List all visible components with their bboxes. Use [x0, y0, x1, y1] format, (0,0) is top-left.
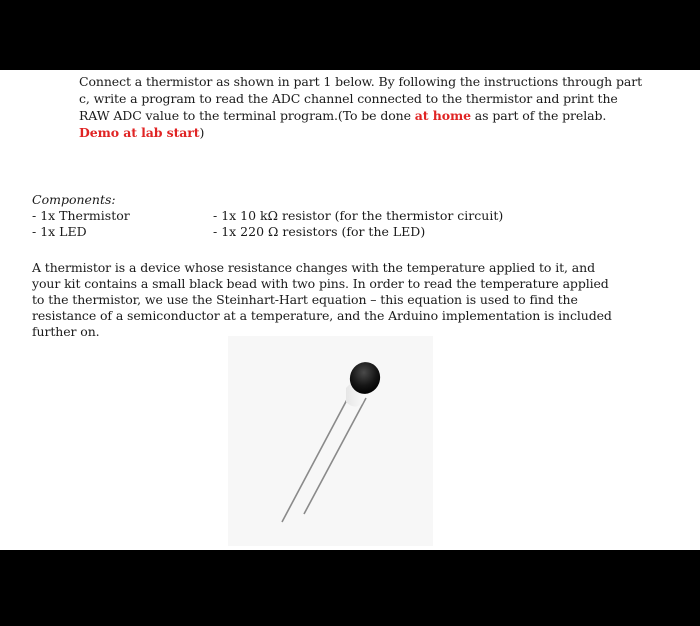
top-black-bar [0, 0, 700, 70]
document-page [0, 70, 700, 550]
thermistor-photo [228, 336, 433, 546]
intro-emphasis-demo: Demo at lab start [79, 125, 200, 140]
component-item: - 1x LED [32, 224, 87, 239]
intro-emphasis-at-home: at home [414, 108, 471, 123]
components-section [32, 192, 652, 240]
photo-background [228, 336, 433, 546]
intro-text-2: as part of the prelab. [470, 108, 607, 123]
bottom-black-bar [0, 550, 700, 626]
thermistor-image [228, 336, 433, 546]
thermistor-description: A thermistor is a device whose resistance changes with the temperature applied to it, and your kit contains a small black bead with two pins. In order to read the temperature applied to the thermistor, we use the Steinhart-Hart equation – this equation is used to find the resistance of a semiconductor at a temperature, and the Arduino implementation is included further on. [32, 260, 612, 339]
component-row [32, 224, 652, 240]
component-item: - 1x 220 Ω resistors (for the LED) [213, 224, 426, 239]
component-item: - 1x Thermistor [32, 208, 130, 223]
intro-text-3: ) [199, 125, 205, 140]
component-row [32, 208, 652, 224]
components-heading: Components: [32, 192, 116, 207]
intro-paragraph [79, 73, 649, 141]
intro-text-1: Connect a thermistor as shown in part 1 below. By following the instructions through part c, write a program to read the ADC channel connected to the thermistor and print the RAW ADC value to the terminal program.(To be done [79, 74, 643, 123]
component-item: - 1x 10 kΩ resistor (for the thermistor circuit) [213, 208, 504, 223]
